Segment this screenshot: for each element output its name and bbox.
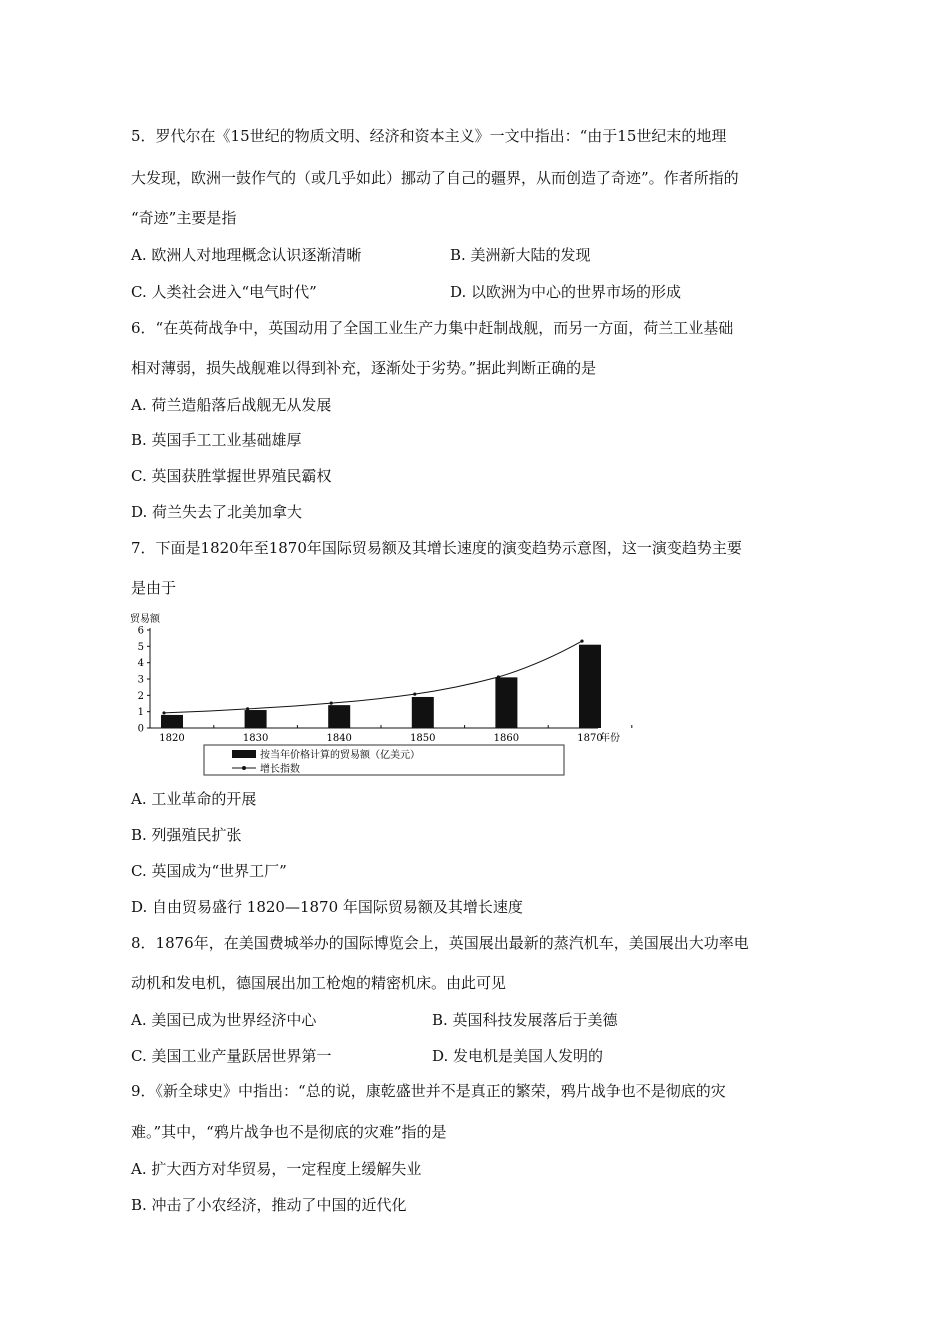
q8-option-b: B. 英国科技发展落后于美德 (432, 1011, 618, 1029)
q8-stem-line1: 8．1876年，在美国费城举办的国际博览会上，英国展出最新的蒸汽机车，美国展出大功率电 (131, 934, 749, 952)
q7-option-a: A. 工业革命的开展 (131, 790, 257, 808)
bar-1830 (245, 710, 267, 728)
x-tick-label-1870: 1870 (577, 733, 603, 744)
bar-1840 (328, 705, 350, 728)
q6-stem-line1: 6．“在英荷战争中，英国动用了全国工业生产力集中赶制战舰，而另一方面，荷兰工业基础 (131, 319, 734, 337)
q6-option-c: C. 英国获胜掌握世界殖民霸权 (131, 467, 332, 485)
chart-legend (204, 745, 564, 775)
q7-option-c: C. 英国成为“世界工厂” (131, 862, 287, 880)
x-tick-label-1820: 1820 (159, 733, 185, 744)
q5-option-a: A. 欧洲人对地理概念认识逐渐清晰 (131, 246, 362, 264)
q9-option-b: B. 冲击了小农经济，推动了中国的近代化 (131, 1196, 407, 1214)
q5-stem-line3: “奇迹”主要是指 (131, 209, 237, 227)
x-tick-label-1830: 1830 (242, 733, 269, 744)
q5-option-d: D. 以欧洲为中心的世界市场的形成 (450, 283, 682, 301)
y-tick-label: 6 (137, 625, 144, 637)
y-tick-label: 1 (137, 707, 144, 719)
trade-chart (128, 612, 638, 777)
q9-stem-line2: 难。”其中，“鸦片战争也不是彻底的灾难”指的是 (131, 1123, 447, 1141)
trend-point-1850 (413, 693, 416, 696)
q6-option-d: D. 荷兰失去了北美加拿大 (131, 503, 303, 521)
q8-option-c: C. 美国工业产量跃居世界第一 (131, 1047, 332, 1065)
q6-option-b: B. 英国手工工业基础雄厚 (131, 431, 302, 449)
trend-path (164, 641, 582, 713)
legend-bar-swatch (232, 750, 256, 758)
q7-option-b: B. 列强殖民扩张 (131, 826, 242, 844)
y-tick-label: 4 (137, 658, 144, 670)
chart-y-axis-label: 贸易额 (130, 614, 160, 625)
q6-option-a: A. 荷兰造船落后战舰无从发展 (131, 396, 332, 414)
trend-point-1820 (162, 711, 165, 714)
chart-x-axis-label: 年份 (600, 733, 620, 744)
y-tick-label: 0 (137, 723, 144, 735)
y-tick-label: 2 (137, 690, 144, 702)
bar-1870 (579, 645, 601, 728)
q8-option-a: A. 美国已成为世界经济中心 (131, 1011, 317, 1029)
q7-stem-line1: 7．下面是1820年至1870年国际贸易额及其增长速度的演变趋势示意图，这一演变趋势主要 (131, 539, 742, 557)
q5-stem-line2: 大发现，欧洲一鼓作气的（或几乎如此）挪动了自己的疆界，从而创造了奇迹”。作者所指的 (131, 169, 739, 187)
y-tick-label: 3 (137, 674, 144, 686)
bar-1860 (495, 677, 517, 728)
bar-1820 (161, 715, 183, 728)
trend-point-1830 (246, 707, 249, 710)
bar-1850 (412, 697, 434, 728)
q5-option-c: C. 人类社会进入“电气时代” (131, 283, 317, 301)
q6-stem-line2: 相对薄弱，损失战舰难以得到补充，逐渐处于劣势。”据此判断正确的是 (131, 359, 597, 377)
chart-axes (150, 628, 632, 728)
trend-point-1870 (580, 639, 583, 642)
x-tick-label-1860: 1860 (493, 733, 520, 744)
q5-stem-line1: 5．罗代尔在《15世纪的物质文明、经济和资本主义》一文中指出：“由于15世纪末的地理 (131, 127, 727, 145)
q9-option-a: A. 扩大西方对华贸易，一定程度上缓解失业 (131, 1160, 422, 1178)
x-tick-label-1850: 1850 (410, 733, 436, 744)
chart-x-labels (159, 733, 602, 744)
x-tick-label-1840: 1840 (326, 733, 352, 744)
trend-point-1860 (497, 675, 500, 678)
legend-bar-label: 按当年价格计算的贸易额（亿美元） (260, 750, 420, 761)
q8-option-d: D. 发电机是美国人发明的 (432, 1047, 604, 1065)
chart-bars (161, 645, 601, 728)
trend-point-1840 (330, 702, 333, 705)
q7-option-d: D. 自由贸易盛行 1820—1870 年国际贸易额及其增长速度 (131, 898, 523, 916)
y-tick-label: 5 (137, 641, 144, 653)
chart-y-ticks (138, 626, 150, 735)
legend-line-label: 增长指数 (260, 764, 300, 775)
q8-stem-line2: 动机和发电机，德国展出加工枪炮的精密机床。由此可见 (131, 974, 507, 992)
q9-stem-line1: 9．《新全球史》中指出：“总的说，康乾盛世并不是真正的繁荣，鸦片战争也不是彻底的灾 (131, 1082, 726, 1100)
chart-trend-line (162, 639, 583, 714)
q5-option-b: B. 美洲新大陆的发现 (450, 246, 591, 264)
q7-stem-line2: 是由于 (131, 579, 177, 597)
